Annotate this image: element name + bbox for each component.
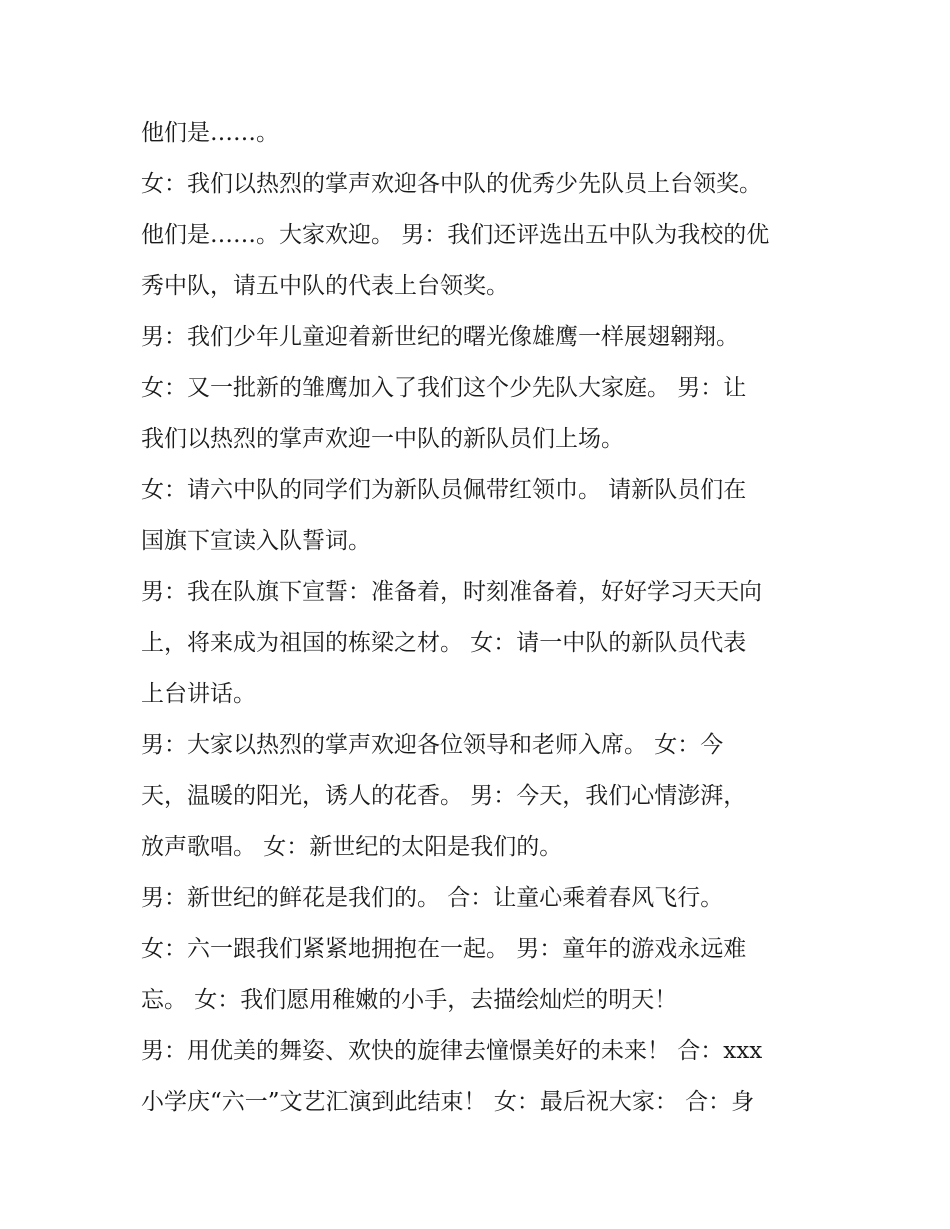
text-line: 女：请六中队的同学们为新队员佩带红领巾。 请新队员们在	[141, 477, 747, 503]
text-line: 男：新世纪的鲜花是我们的。 合：让童心乘着春风飞行。	[141, 885, 724, 911]
text-line: 他们是……。大家欢迎。 男：我们还评选出五中队为我校的优	[141, 222, 770, 248]
text-line: 天，温暖的阳光，诱人的花香。 男：今天，我们心情澎湃，	[141, 783, 747, 809]
document-body	[141, 108, 821, 1128]
text-line: 女：六一跟我们紧紧地拥抱在一起。 男：童年的游戏永远难	[141, 936, 747, 962]
text-line: 秀中队，请五中队的代表上台领奖。	[141, 273, 509, 299]
text-line: 男：我们少年儿童迎着新世纪的曙光像雄鹰一样展翅翱翔。	[141, 324, 739, 350]
text-line: 男：用优美的舞姿、欢快的旋律去憧憬美好的未来！ 合：xxx	[141, 1038, 763, 1064]
text-line: 小学庆“六一”文艺汇演到此结束！ 女：最后祝大家： 合：身	[141, 1089, 755, 1115]
text-line: 男：大家以热烈的掌声欢迎各位领导和老师入席。 女：今	[141, 732, 724, 758]
text-line: 忘。 女：我们愿用稚嫩的小手，去描绘灿烂的明天！	[141, 987, 678, 1013]
text-line: 女：我们以热烈的掌声欢迎各中队的优秀少先队员上台领奖。	[141, 171, 762, 197]
text-line: 女：又一批新的雏鹰加入了我们这个少先队大家庭。 男：让	[141, 375, 747, 401]
text-line: 他们是……。	[141, 120, 279, 146]
text-line: 国旗下宣读入队誓词。	[141, 528, 371, 554]
text-line: 放声歌唱。 女：新世纪的太阳是我们的。	[141, 834, 563, 860]
text-line: 上台讲话。	[141, 681, 256, 707]
text-line: 男：我在队旗下宣誓：准备着，时刻准备着，好好学习天天向	[141, 579, 762, 605]
text-line: 我们以热烈的掌声欢迎一中队的新队员们上场。	[141, 426, 624, 452]
text-line: 上，将来成为祖国的栋梁之材。 女：请一中队的新队员代表	[141, 630, 747, 656]
